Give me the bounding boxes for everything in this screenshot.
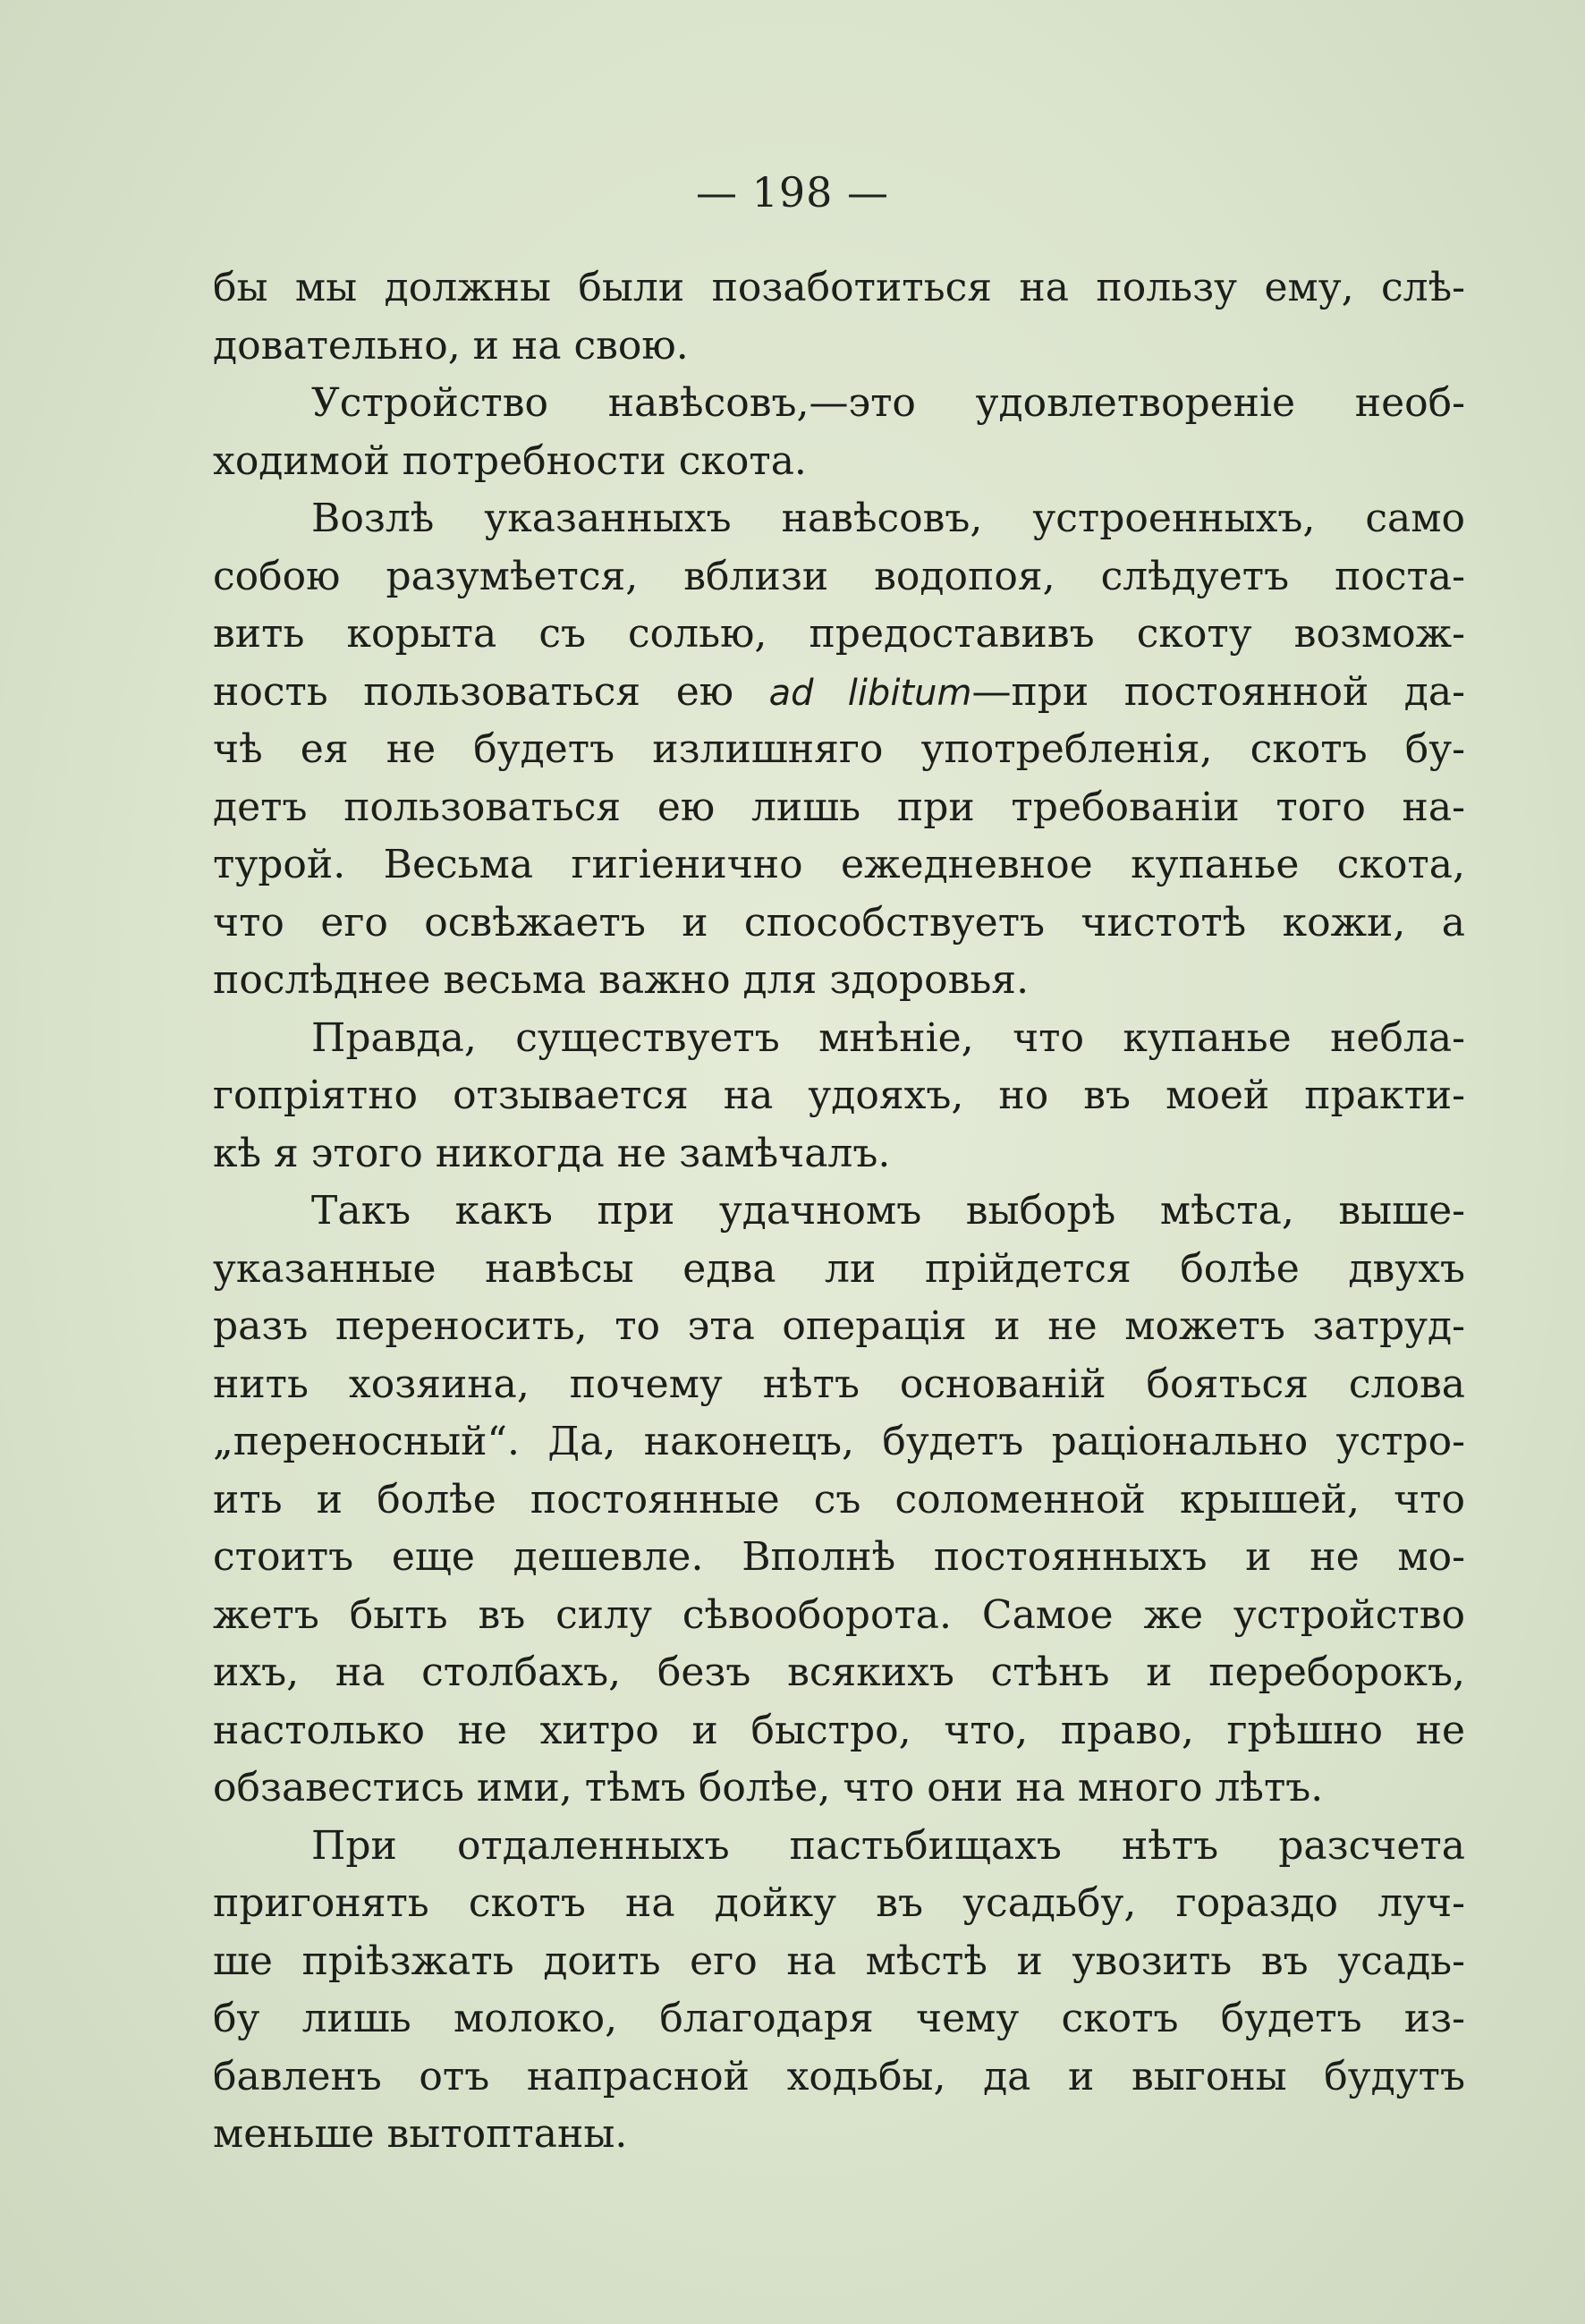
text-line: Устройство навѣсовъ,—это удовлетвореніе необ- <box>311 380 1465 426</box>
text-line: довательно, и на свою. <box>213 322 689 369</box>
text-line: вить корыта съ солью, предоставивъ скоту возмож- <box>213 611 1465 657</box>
text-line: бу лишь молоко, благодаря чему скотъ будетъ из- <box>213 1996 1465 2041</box>
page-number: — 198 — <box>695 168 890 216</box>
text-line: ить и болѣе постоянные съ соломенной крышей, что <box>213 1476 1465 1522</box>
text-line: обзавестись ими, тѣмъ болѣе, что они на много лѣтъ. <box>213 1765 1324 1811</box>
text-line-with-latin <box>213 664 1465 722</box>
text-line: детъ пользоваться ею лишь при требованіи того на- <box>213 784 1465 830</box>
text-line: пригонять скотъ на дойку въ усадьбу, гораздо луч- <box>213 1880 1465 1926</box>
text-line: гопріятно отзывается на удояхъ, но въ моей практи- <box>213 1073 1465 1118</box>
text-line: меньше вытоптаны. <box>213 2111 628 2157</box>
body-text <box>213 259 1465 2164</box>
text-line: что его освѣжаетъ и способствуетъ чистотѣ кожи, а <box>213 899 1465 946</box>
text-line: жетъ быть въ силу сѣвооборота. Самое же устройство <box>213 1591 1465 1638</box>
text-fragment: —при постоянной да- <box>971 668 1465 715</box>
text-line: ихъ, на столбахъ, безъ всякихъ стѣнъ и переборокъ, <box>213 1650 1465 1695</box>
text-line: ше пріѣзжать доить его на мѣстѣ и увозить въ усадь- <box>213 1938 1465 1984</box>
text-line: бы мы должны были позаботиться на пользу ему, слѣ- <box>213 265 1465 310</box>
text-line: чѣ ея не будетъ излишняго употребленія, скотъ бу- <box>213 726 1465 772</box>
text-line: кѣ я этого никогда не замѣчалъ. <box>213 1130 891 1176</box>
text-line: „переносный“. Да, наконецъ, будетъ раціонально устро- <box>213 1419 1465 1464</box>
text-line: бавленъ отъ напрасной ходьбы, да и выгоны будутъ <box>213 2053 1465 2099</box>
text-fragment: ность пользоваться ею <box>213 668 734 715</box>
text-line: стоитъ еще дешевле. Вполнѣ постоянныхъ и не мо- <box>213 1534 1465 1580</box>
text-line: настолько не хитро и быстро, что, право, грѣшно не <box>213 1707 1465 1753</box>
latin-phrase: ad libitum <box>768 672 972 714</box>
text-line: ходимой потребности скота. <box>213 437 807 484</box>
text-line: турой. Весьма гигіенично ежедневное купанье скота, <box>213 842 1465 887</box>
text-line: При отдаленныхъ пастьбищахъ нѣтъ разсчета <box>311 1822 1465 1869</box>
text-line: указанные навѣсы едва ли прійдется болѣе двухъ <box>213 1245 1465 1292</box>
text-line: Такъ какъ при удачномъ выборѣ мѣста, выше- <box>311 1188 1465 1234</box>
text-line: разъ переносить, то эта операція и не можетъ затруд- <box>213 1303 1465 1349</box>
text-line: Возлѣ указанныхъ навѣсовъ, устроенныхъ, само <box>311 496 1465 541</box>
text-line: собою разумѣется, вблизи водопоя, слѣдуетъ поста- <box>213 553 1465 599</box>
text-line: Правда, существуетъ мнѣніе, что купанье небла- <box>311 1014 1465 1061</box>
text-line: нить хозяина, почему нѣтъ основаній бояться слова <box>213 1361 1465 1407</box>
text-line: послѣднее весьма важно для здоровья. <box>213 957 1030 1003</box>
